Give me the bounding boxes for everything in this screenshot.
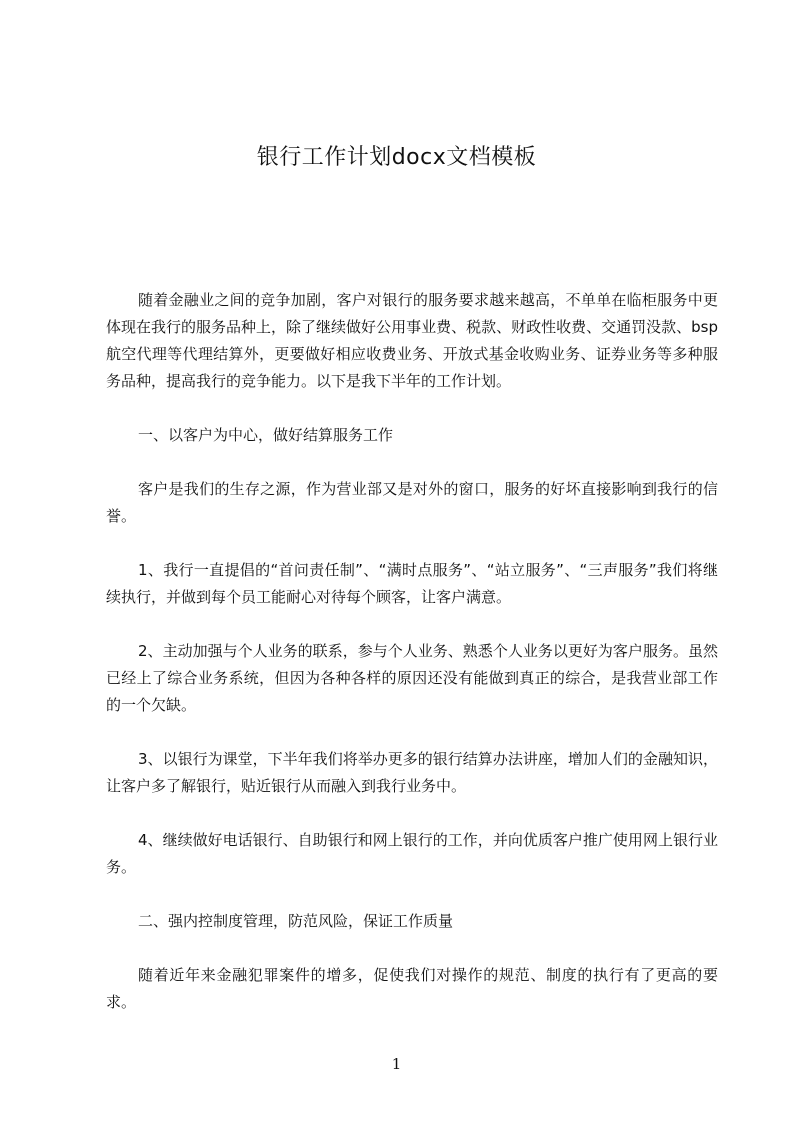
section-1-item-1: 1、我行一直提倡的“首问责任制”、“满时点服务”、“站立服务”、“三声服务”我们将继续执行，并做到每个员工能耐心对待每个顾客，让客户满意。	[106, 561, 718, 606]
section-2-lead-paragraph: 随着近年来金融犯罪案件的增多，促使我们对操作的规范、制度的执行有了更高的要求。	[106, 966, 718, 1011]
section-2-heading: 二、强内控制度管理，防范风险，保证工作质量	[138, 912, 454, 930]
intro-paragraph: 随着金融业之间的竞争加剧，客户对银行的服务要求越来越高，不单单在临柜服务中更体现在我行的服务品种上，除了继续做好公用事业费、税款、财政性收费、交通罚没款、bsp航空代理等代理结算外，更要做好相应收费业务、开放式基金收购业务、证券业务等多种服务品种，提高我行的竞争能力。以下是我下半年的工作计划。	[106, 291, 718, 390]
section-1-item-3: 3、以银行为课堂，下半年我们将举办更多的银行结算办法讲座，增加人们的金融知识，让客户多了解银行，贴近银行从而融入到我行业务中。	[106, 750, 718, 795]
document-title: 银行工作计划docx文档模板	[256, 145, 537, 170]
document-body	[106, 287, 718, 1043]
section-1-item-4: 4、继续做好电话银行、自助银行和网上银行的工作，并向优质客户推广使用网上银行业务。	[106, 831, 718, 876]
section-1-lead-paragraph: 客户是我们的生存之源，作为营业部又是对外的窗口，服务的好坏直接影响到我行的信誉。	[106, 480, 718, 525]
section-1-heading: 一、以客户为中心，做好结算服务工作	[138, 426, 394, 444]
page-number: 1	[391, 1055, 402, 1073]
section-1-item-2: 2、主动加强与个人业务的联系，参与个人业务、熟悉个人业务以更好为客户服务。虽然已经上了综合业务系统，但因为各种各样的原因还没有能做到真正的综合，是我营业部工作的一个欠缺。	[106, 642, 718, 714]
